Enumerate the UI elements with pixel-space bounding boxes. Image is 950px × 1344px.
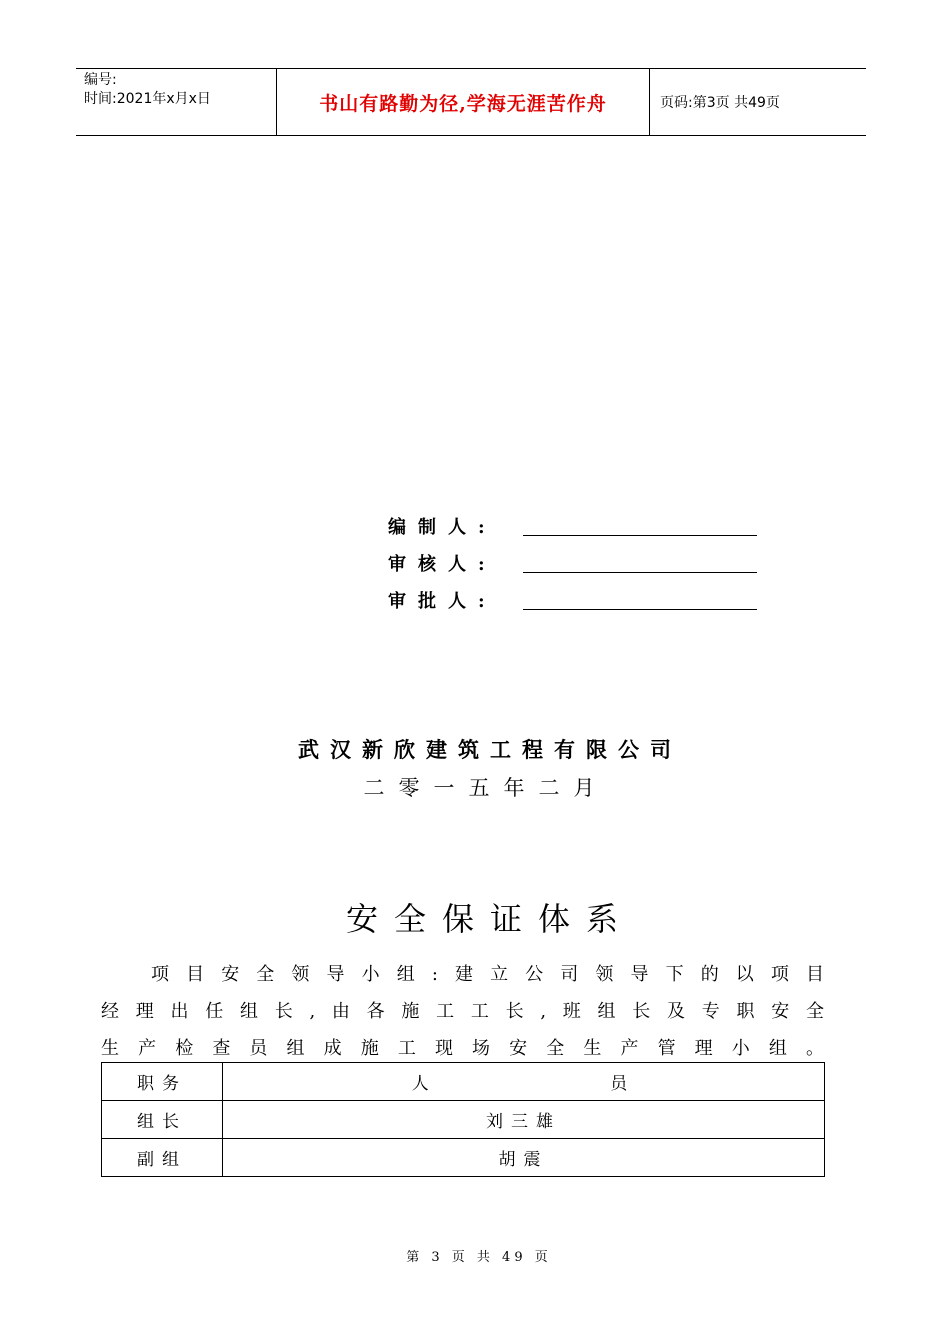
document-date: 二零一五年二月	[363, 776, 609, 800]
staff-table	[101, 1062, 825, 1177]
header-meta	[76, 69, 277, 135]
table-header-cell: 职务	[102, 1063, 223, 1101]
paragraph-line: 生产检查员组成施工现场安全生产管理小组。	[101, 1038, 829, 1059]
header-page-info: 页码:第3页 共49页	[660, 95, 780, 111]
document-number-label: 编号:	[84, 72, 117, 88]
table-cell: 副组	[102, 1139, 223, 1177]
signature-line-compiler[interactable]	[523, 535, 757, 536]
page-header	[76, 68, 866, 136]
company-name: 武汉新欣建筑工程有限公司	[298, 737, 682, 762]
signature-line-reviewer[interactable]	[523, 572, 757, 573]
paragraph-line: 经理出任组长,由各施工工长,班组长及专职安全	[101, 1001, 829, 1022]
document-time-label: 时间:2021年x月x日	[84, 91, 211, 107]
signature-label-compiler: 编制人:	[388, 517, 497, 538]
page-footer: 第 3 页 共 49 页	[406, 1250, 552, 1265]
table-header-cell: 人 员	[223, 1063, 825, 1101]
intro-paragraph	[101, 956, 829, 1067]
table-cell: 组长	[102, 1101, 223, 1139]
signature-label-reviewer: 审核人:	[388, 554, 497, 575]
table-header-row	[102, 1063, 825, 1101]
signature-label-approver: 审批人:	[388, 591, 497, 612]
section-title: 安全保证体系	[345, 900, 634, 938]
table-row	[102, 1101, 825, 1139]
header-motto: 书山有路勤为径,学海无涯苦作舟	[277, 69, 650, 135]
table-row	[102, 1139, 825, 1177]
paragraph-line: 项目安全领导小组:建立公司领导下的以项目	[151, 964, 829, 985]
table-cell: 胡震	[223, 1139, 825, 1177]
table-cell: 刘三雄	[223, 1101, 825, 1139]
signature-line-approver[interactable]	[523, 609, 757, 610]
